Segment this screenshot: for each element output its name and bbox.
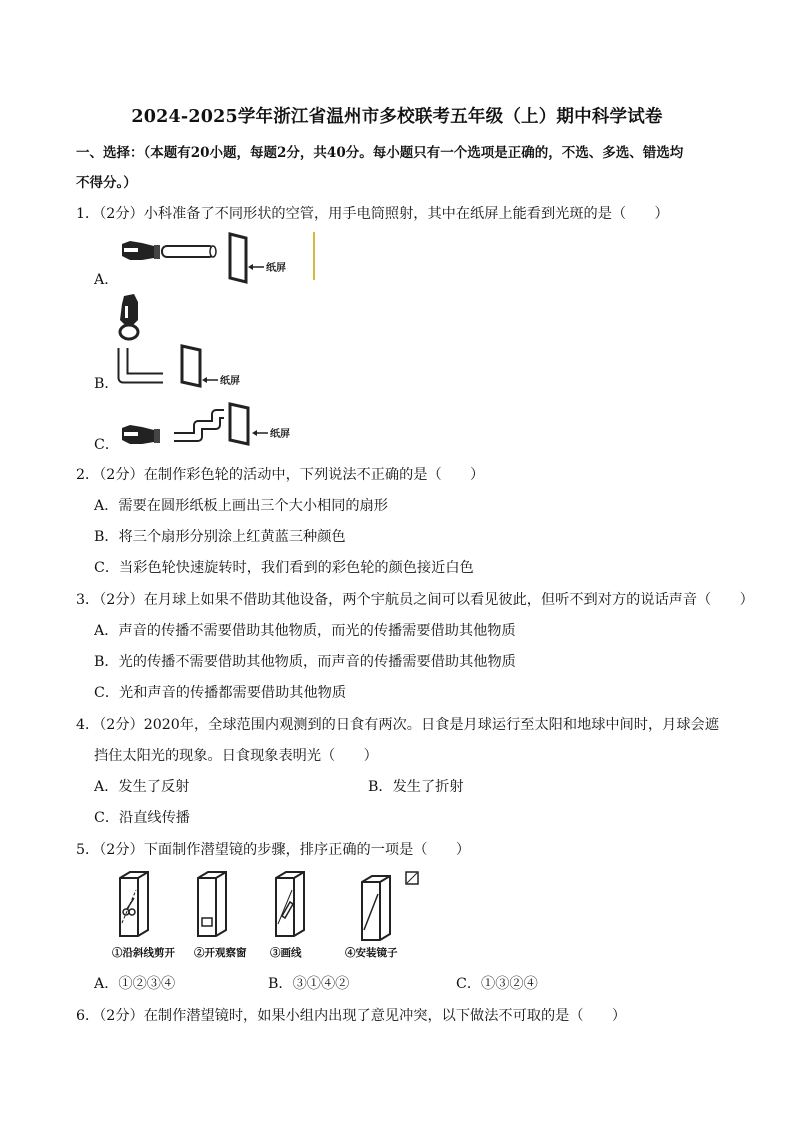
bent-tube-icon: [123, 348, 163, 378]
q1-stem: 1．（2分）小科准备了不同形状的空管，用手电筒照射，其中在纸屏上能看到光斑的是（ ）: [76, 206, 669, 222]
q5-option-c: C．①③②④: [456, 976, 538, 992]
q5-steps-figure: [110, 868, 440, 940]
box-window-icon: [198, 872, 226, 936]
q4-option-b: B．发生了折射: [368, 779, 464, 795]
q5-option-a: A．①②③④: [94, 976, 176, 992]
zigzag-tube-icon: [174, 414, 224, 437]
paper-screen-icon: [182, 346, 240, 387]
paper-screen-icon: [230, 234, 286, 282]
q5-step-1: ①沿斜线剪开: [112, 947, 175, 959]
q2-option-b: B．将三个扇形分别涂上红黄蓝三种颜色: [94, 529, 346, 545]
q1-option-a-label: A．: [94, 272, 119, 288]
q6-stem: 6．（2分）在制作潜望镜时，如果小组内出现了意见冲突，以下做法不可取的是（ ）: [76, 1008, 627, 1024]
q5-option-b: B．③①④②: [268, 976, 350, 992]
q5-step-3: ③画线: [270, 947, 302, 959]
q5-step-2: ②开观察窗: [194, 947, 247, 959]
straight-tube-icon: [162, 246, 216, 257]
box-draw-line-icon: [276, 872, 304, 936]
q5-stem: 5．（2分）下面制作潜望镜的步骤，排序正确的一项是（ ）: [76, 842, 471, 858]
q4-stem-line1: 4．（2分）2020年，全球范围内观测到的日食有两次。日食是月球运行至太阳和地球中间时，月球会遮: [76, 717, 719, 733]
exam-title: 2024-2025学年浙江省温州市多校联考五年级（上）期中科学试卷: [131, 107, 663, 127]
section-instructions-line2: 不得分。）: [76, 175, 137, 191]
q1-option-c-label: C．: [94, 437, 120, 453]
q2-option-c: C．当彩色轮快速旋转时，我们看到的彩色轮的颜色接近白色: [94, 560, 474, 576]
q4-stem-line2: 挡住太阳光的现象。日食现象表明光（ ）: [94, 748, 378, 764]
q5-step-4: ④安装镜子: [345, 947, 398, 959]
q2-option-a: A．需要在圆形纸板上画出三个大小相同的扇形: [94, 498, 388, 514]
flashlight-icon: [122, 425, 160, 444]
q4-option-c: C．沿直线传播: [94, 810, 190, 826]
q3-option-c: C．光和声音的传播都需要借助其他物质: [94, 685, 347, 701]
screen-label: 纸屏: [266, 263, 286, 274]
q3-option-b: B．光的传播不需要借助其他物质，而声音的传播需要借助其他物质: [94, 654, 516, 670]
box-mirror-icon: [362, 872, 418, 940]
box-cut-diagonal-icon: [120, 872, 148, 936]
section-instructions-line1: 一、选择：（本题有20小题，每题2分，共40分。每小题只有一个选项是正确的，不选、多选、错选均: [76, 145, 684, 161]
q1-option-c-figure: [118, 400, 308, 448]
q1-option-a-figure: [118, 230, 318, 285]
flashlight-icon: [122, 241, 160, 260]
flashlight-upright-icon: [120, 294, 138, 339]
q1-option-b-figure: [118, 344, 258, 389]
q4-option-a: A．发生了反射: [94, 779, 190, 795]
screen-label: 纸屏: [270, 429, 290, 440]
q3-option-a: A．声音的传播不需要借助其他物质，而光的传播需要借助其他物质: [94, 623, 516, 639]
q1-option-b-label: B．: [94, 376, 119, 392]
paper-screen-icon: [230, 404, 290, 444]
screen-label: 纸屏: [220, 376, 240, 387]
q3-stem: 3．（2分）在月球上如果不借助其他设备，两个宇航员之间可以看见彼此，但听不到对方的说话声音（ ）: [76, 592, 754, 608]
q1-option-b-flashlight: [118, 292, 158, 344]
q2-stem: 2．（2分）在制作彩色轮的活动中，下列说法不正确的是（ ）: [76, 467, 485, 483]
